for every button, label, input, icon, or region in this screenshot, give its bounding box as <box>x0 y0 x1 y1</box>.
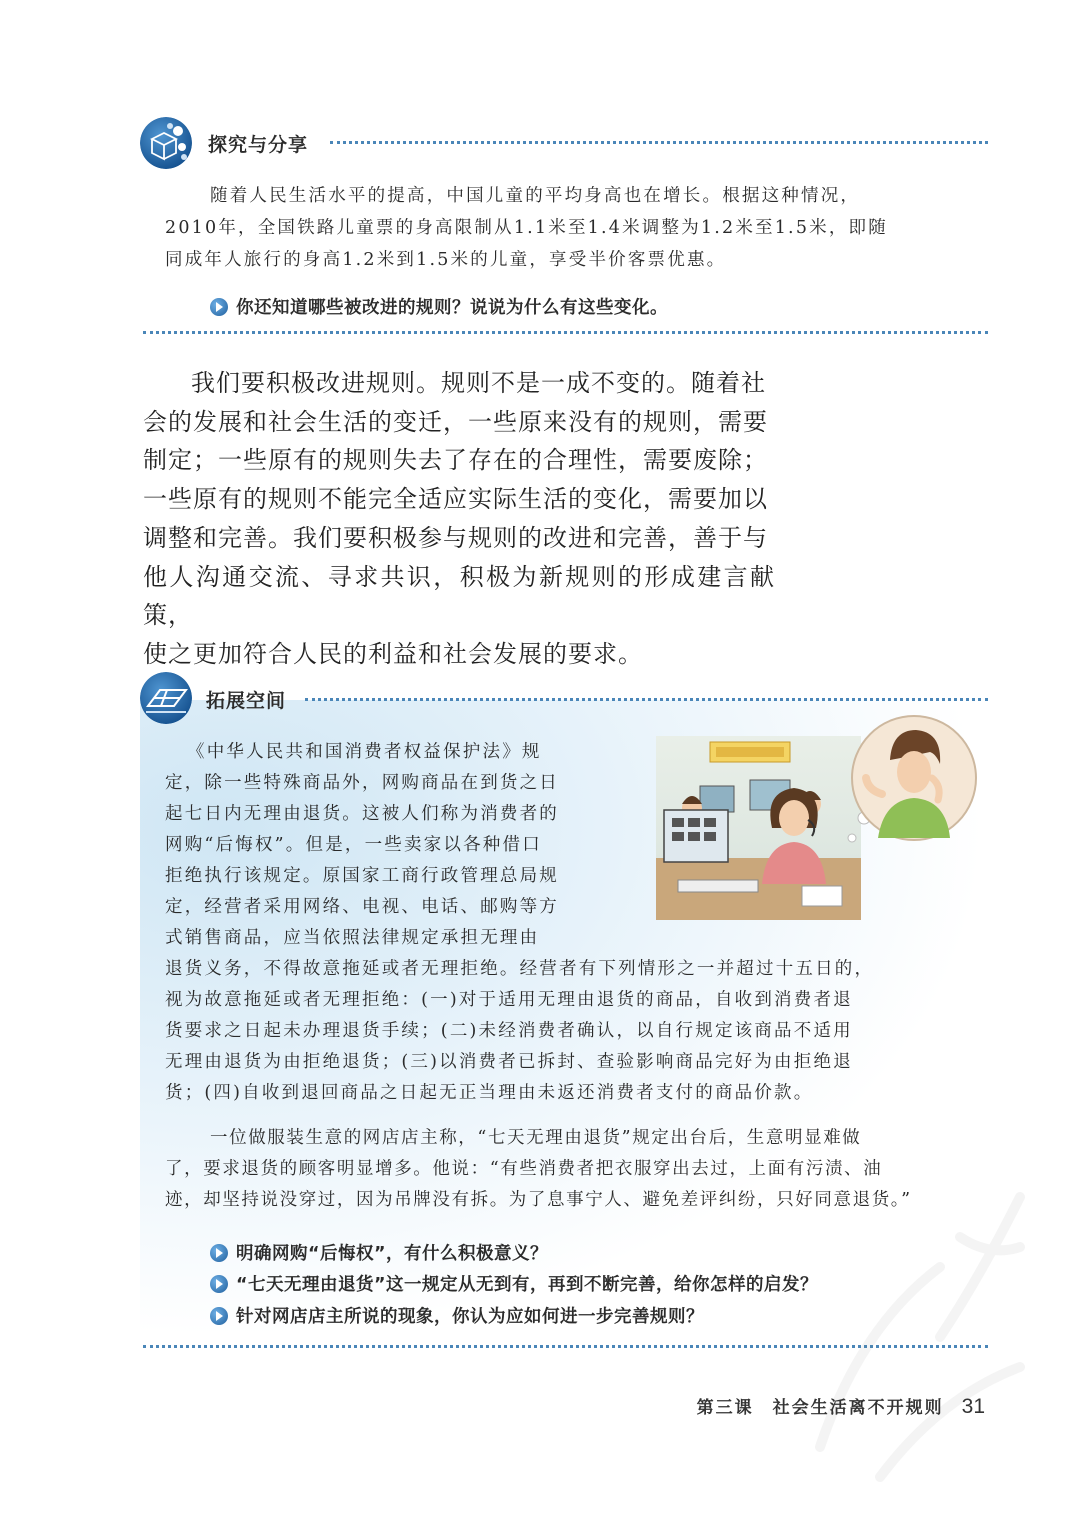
text-line: 定，除一些特殊商品外，网购商品在到货之日 <box>165 773 559 793</box>
extension-question-2 <box>210 1271 818 1296</box>
text-line: 我们要积极改进规则。规则不是一成不变的。随着社 <box>191 369 766 397</box>
text-line: 他人沟通交流、寻求共识，积极为新规则的形成建言献策， <box>143 562 775 630</box>
extension-question-3 <box>210 1303 704 1328</box>
text-line: 2010年，全国铁路儿童票的身高限制从1.1米至1.4米调整为1.2米至1.5米，即随 <box>165 218 888 238</box>
explore-bottom-divider <box>143 331 988 334</box>
customer-service-illustration <box>652 708 982 920</box>
question-text: 你还知道哪些被改进的规则？说说为什么有这些变化。 <box>236 298 668 318</box>
arrow-bullet-icon <box>210 1307 228 1325</box>
text-line: 同成年人旅行的身高1.2米到1.5米的儿童，享受半价客票优惠。 <box>165 250 727 270</box>
explore-title: 探究与分享 <box>208 134 309 156</box>
lesson-title: 第三课 社会生活离不开规则 <box>696 1398 944 1418</box>
explore-header-divider <box>330 141 988 144</box>
text-line: 货要求之日起未办理退货手续；(二)未经消费者确认，以自行规定该商品不适用 <box>165 1021 853 1041</box>
text-line: 退货义务，不得故意拖延或者无理拒绝。经营者有下列情形之一并超过十五日的， <box>165 959 875 979</box>
arrow-bullet-icon <box>210 298 228 316</box>
text-line: 使之更加符合人民的利益和社会发展的要求。 <box>143 639 643 668</box>
text-line: 《中华人民共和国消费者权益保护法》规 <box>187 742 542 762</box>
text-line: 了，要求退货的顾客明显增多。他说：“有些消费者把衣服穿出去过，上面有污渍、油 <box>165 1159 883 1179</box>
molecule-cube-icon <box>140 117 192 169</box>
question-text: 针对网店店主所说的现象，你认为应如何进一步完善规则？ <box>236 1307 704 1327</box>
extension-paragraph-wrapped <box>165 737 625 954</box>
text-line: 定，经营者采用网络、电视、电话、邮购等方 <box>165 897 559 917</box>
explore-question <box>210 294 668 319</box>
extension-title: 拓展空间 <box>206 690 287 712</box>
text-line: 无理由退货为由拒绝退货；(三)以消费者已拆封、查验影响商品完好为由拒绝退 <box>165 1052 853 1072</box>
text-line: 一位做服装生意的网店店主称，“七天无理由退货”规定出台后，生意明显难做 <box>210 1128 862 1148</box>
text-line: 会的发展和社会生活的变迁，一些原来没有的规则，需要 <box>143 407 768 436</box>
question-text: “七天无理由退货”这一规定从无到有，再到不断完善，给你怎样的启发？ <box>236 1275 819 1295</box>
text-line: 一些原有的规则不能完全适应实际生活的变化，需要加以 <box>143 485 768 514</box>
text-line: 货；(四)自收到退回商品之日起无正当理由未返还消费者支付的商品价款。 <box>165 1083 814 1103</box>
extension-header-divider <box>305 698 988 701</box>
text-line: 制定；一些原有的规则失去了存在的合理性，需要废除； <box>143 446 768 475</box>
text-line: 迹，却坚持说没穿过，因为吊牌没有拆。为了息事宁人、避免差评纠纷，只好同意退货。” <box>165 1190 912 1210</box>
text-line: 起七日内无理由退货。这被人们称为消费者的 <box>165 804 559 824</box>
page-footer <box>697 1393 985 1419</box>
text-line: 网购“后悔权”。但是，一些卖家以各种借口 <box>165 835 542 855</box>
watermark-calligraphy-icon <box>760 1117 1060 1497</box>
main-paragraph <box>143 364 775 674</box>
explore-paragraph <box>165 180 965 276</box>
extension-paragraph-full <box>165 954 970 1109</box>
extension-question-1 <box>210 1240 548 1265</box>
question-text: 明确网购“后悔权”，有什么积极意义？ <box>236 1244 549 1264</box>
arrow-bullet-icon <box>210 1244 228 1262</box>
text-line: 视为故意拖延或者无理拒绝：(一)对于适用无理由退货的商品，自收到消费者退 <box>165 990 853 1010</box>
grid-plane-icon <box>140 672 192 724</box>
text-line: 随着人民生活水平的提高，中国儿童的平均身高也在增长。根据这种情况， <box>210 186 861 206</box>
text-line: 拒绝执行该规定。原国家工商行政管理总局规 <box>165 866 559 886</box>
arrow-bullet-icon <box>210 1275 228 1293</box>
text-line: 调整和完善。我们要积极参与规则的改进和完善，善于与 <box>143 523 768 552</box>
page-number: 31 <box>961 1395 985 1418</box>
text-line: 式销售商品，应当依照法律规定承担无理由 <box>165 928 540 948</box>
